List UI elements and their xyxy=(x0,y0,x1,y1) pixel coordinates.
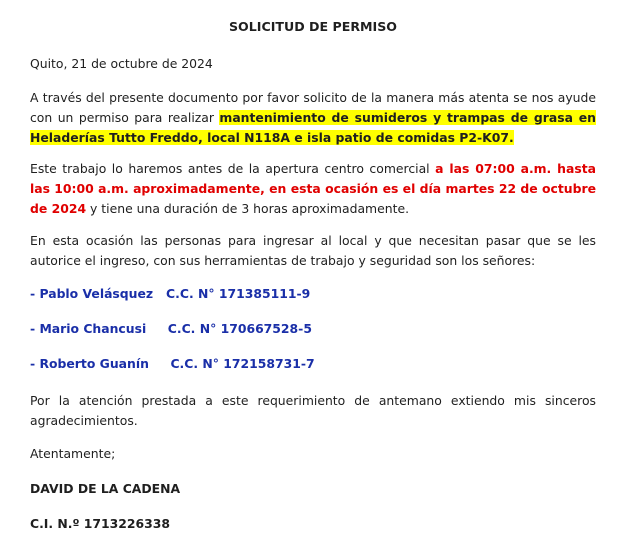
paragraph-request xyxy=(30,88,596,148)
highlighted-service-description: mantenimiento de sumideros y trampas de grasa en Heladerías Tutto Freddo, local N118A e isla patio de comidas P2-K07. xyxy=(30,110,596,145)
person-line: - Roberto Guanín C.C. N° 172158731-7 xyxy=(30,356,315,371)
schedule-emphasis: a las 07:00 a.m. hasta las 10:00 a.m. aproximadamente, en esta ocasión es el día martes 22 de octubre de 2024 xyxy=(30,161,596,216)
date-line: Quito, 21 de octubre de 2024 xyxy=(30,56,213,71)
paragraph-schedule xyxy=(30,159,596,219)
paragraph-thanks: Por la atención prestada a este requerimiento de antemano extiendo mis sinceros agradecimientos. xyxy=(30,393,596,428)
person-line: - Pablo Velásquez C.C. N° 171385111-9 xyxy=(30,286,311,301)
signer-name: DAVID DE LA CADENA xyxy=(30,481,181,496)
signer-id: C.I. N.º 1713226338 xyxy=(30,516,171,531)
document-title: SOLICITUD DE PERMISO xyxy=(228,19,398,34)
paragraph-personnel-intro: En esta ocasión las personas para ingresar al local y que necesitan pasar que se les autorice el ingreso, con sus herramientas de trabajo y seguridad son los señores: xyxy=(30,233,596,268)
person-entry xyxy=(30,354,596,374)
person-entry xyxy=(30,319,596,339)
paragraph-schedule-intro: Este trabajo lo haremos antes de la apertura centro comercial xyxy=(30,161,436,176)
paragraph-request-intro: A través del presente documento por favor solicito de la manera más atenta se nos ayude con un permiso para realizar xyxy=(30,90,596,125)
person-entry xyxy=(30,284,596,304)
person-line: - Mario Chancusi C.C. N° 170667528-5 xyxy=(30,321,312,336)
closing-line: Atentamente; xyxy=(30,446,116,461)
paragraph-schedule-outro: y tiene una duración de 3 horas aproximadamente. xyxy=(86,201,410,216)
